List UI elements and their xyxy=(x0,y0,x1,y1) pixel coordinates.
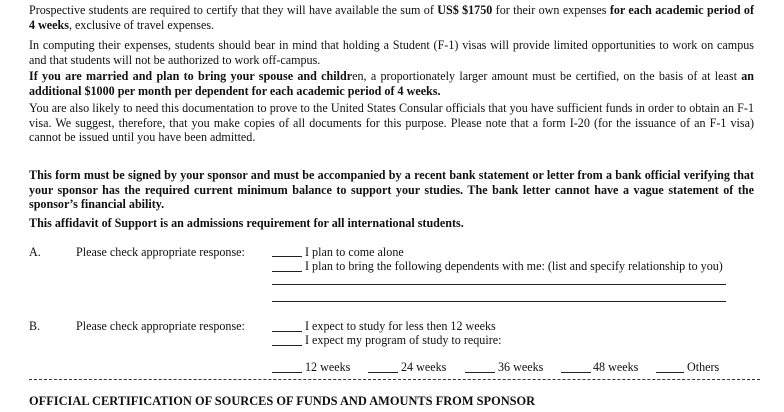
less-than-12-checkbox[interactable] xyxy=(272,331,302,332)
section-a-letter: A. xyxy=(29,245,41,259)
program-require-checkbox[interactable] xyxy=(272,345,302,346)
12-weeks-checkbox[interactable] xyxy=(272,372,302,373)
dependents-text: If you are married and plan to bring your spouse and childr xyxy=(29,69,353,83)
sponsor-signature-paragraph: This form must be signed by your sponsor and must be accompanied by a recent bank statement or letter from a bank official verifying that your sponsor has the required current minimum balance to support your studies. The bank letter cannot have a vague statement of the sponsor’s financial ability. xyxy=(29,168,754,212)
others-label: Others xyxy=(687,360,720,374)
48-weeks-checkbox[interactable] xyxy=(561,372,591,373)
funds-text: Prospective students are required to certify that they will have available the sum of xyxy=(29,3,438,17)
24-weeks-checkbox[interactable] xyxy=(368,372,398,373)
section-b-prompt: Please check appropriate response: xyxy=(76,319,245,333)
work-limits-paragraph: In computing their expenses, students should bear in mind that holding a Student (F-1) visas will provide limited opportunities to work on campus and that students will not be authorized to work off-campus. xyxy=(29,38,754,67)
consular-paragraph: You are also likely to need this documentation to prove to the United States Consular officials that you have sufficient funds in order to obtain an F-1 visa. We suggest, therefore, that you make copies of all documents for this purpose. Please note that a form I-20 (for the issuance of an F-1 visa) cannot be issued until you have been admitted. xyxy=(29,101,754,145)
12-weeks-label: 12 weeks xyxy=(305,360,351,374)
dependents-text-3: , a proportionately larger amount must be certified, on the basis of at least xyxy=(363,69,742,83)
academic-period: for each academic period of 4 weeks xyxy=(29,3,754,32)
dependents-line-1[interactable] xyxy=(272,284,726,285)
section-divider xyxy=(29,379,760,380)
dependents-text-2: en xyxy=(352,69,364,83)
section-b-letter: B. xyxy=(29,319,41,333)
funds-text-3: , exclusive of travel expenses. xyxy=(68,17,215,32)
bring-dependents-label: I plan to bring the following dependents with me: (list and specify relationship to you) xyxy=(305,259,723,273)
official-certification-heading: OFFICIAL CERTIFICATION OF SOURCES OF FUNDS AND AMOUNTS FROM SPONSOR xyxy=(29,394,536,408)
required-amount: US$ $1750 xyxy=(437,3,493,17)
36-weeks-label: 36 weeks xyxy=(498,360,544,374)
funds-requirement-paragraph xyxy=(29,3,754,32)
section-a-prompt: Please check appropriate response: xyxy=(76,245,245,259)
48-weeks-label: 48 weeks xyxy=(593,360,639,374)
less-than-12-label: I expect to study for less then 12 weeks xyxy=(305,319,496,333)
36-weeks-checkbox[interactable] xyxy=(465,372,495,373)
24-weeks-label: 24 weeks xyxy=(401,360,447,374)
dependents-paragraph xyxy=(29,69,754,98)
come-alone-label: I plan to come alone xyxy=(305,245,404,259)
program-require-label: I expect my program of study to require: xyxy=(305,333,502,347)
bring-dependents-checkbox[interactable] xyxy=(272,271,302,272)
funds-text-2: for their own expenses xyxy=(492,3,610,17)
admissions-requirement: This affidavit of Support is an admissions requirement for all international students. xyxy=(29,216,464,230)
dependent-amount: an additional $1000 per month per dependent for each academic period of 4 weeks. xyxy=(29,69,755,98)
dependents-line-2[interactable] xyxy=(272,301,726,302)
others-checkbox[interactable] xyxy=(656,372,684,373)
come-alone-checkbox[interactable] xyxy=(272,256,302,257)
